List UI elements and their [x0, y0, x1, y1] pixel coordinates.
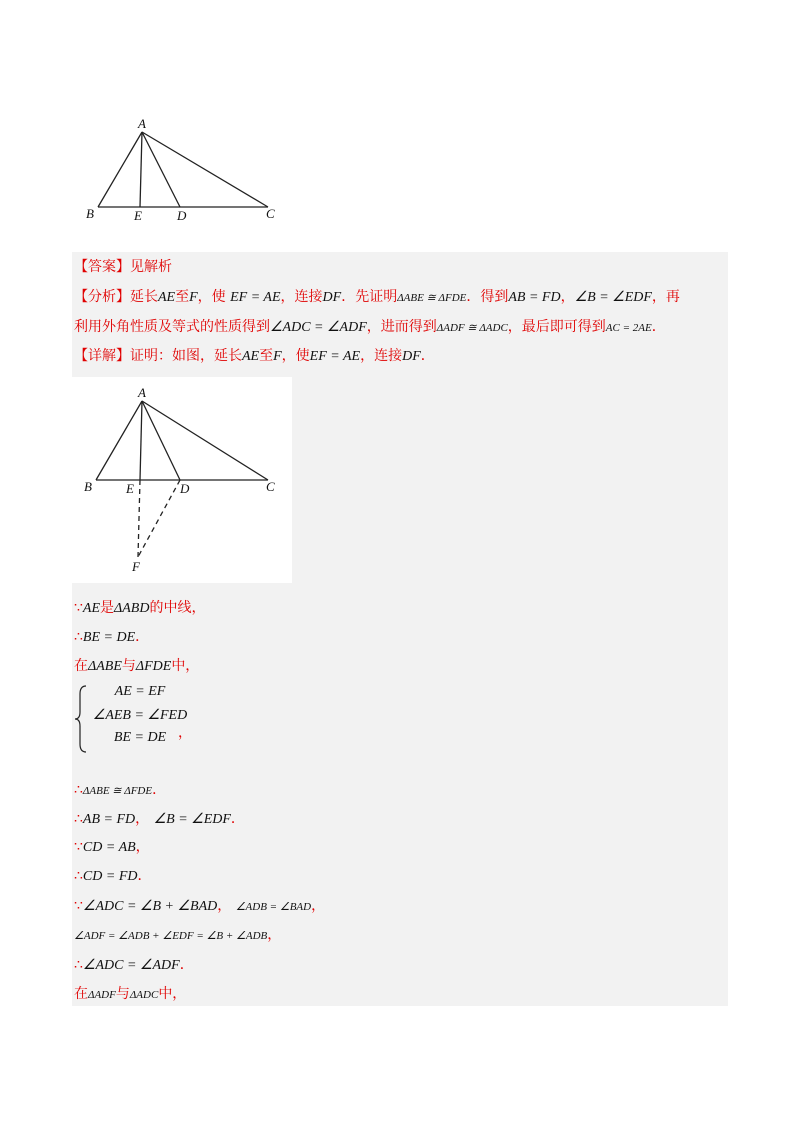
label-D: D: [177, 208, 187, 223]
text: ．得到: [466, 289, 509, 305]
proof-line-11: [74, 984, 186, 1005]
text: ，最后即可得到: [507, 319, 606, 335]
text: 在: [74, 986, 88, 1002]
text: ．: [135, 629, 150, 645]
text: 至: [175, 289, 190, 305]
label-C: C: [266, 206, 275, 221]
text: 的中线，: [149, 600, 206, 616]
text: ．先证明: [341, 289, 398, 305]
proof-line-6: [74, 837, 150, 858]
segment-AE: [140, 132, 142, 207]
text: ，进而得到: [366, 319, 437, 335]
math: AE: [82, 601, 101, 616]
math: AE: [158, 290, 176, 305]
text: ．: [179, 957, 194, 973]
text: ，使: [197, 289, 226, 305]
math: ΔADC: [129, 989, 159, 1001]
detail-line: [74, 346, 435, 367]
math: ΔABE ≅ ΔFDE: [82, 785, 153, 797]
label-A: A: [138, 116, 146, 131]
system-row-1: AE = EF: [114, 684, 166, 699]
text: 与: [121, 658, 136, 674]
proof-line-2: [74, 627, 149, 648]
math: ΔFDE: [135, 659, 172, 674]
text: ．: [230, 811, 245, 827]
system-comma: ，: [178, 725, 192, 741]
text: ，连接: [360, 348, 403, 364]
math: ΔABE ≅ ΔFDE: [397, 292, 467, 304]
text: ．: [152, 782, 167, 798]
math: AE: [242, 349, 260, 364]
because-symbol: ∵: [74, 839, 83, 855]
text: ，: [267, 927, 282, 943]
math: AB = FD: [508, 290, 561, 305]
because-symbol: ∵: [74, 600, 83, 616]
math: ΔADF ≅ ΔADC: [436, 322, 508, 334]
segment-AE: [140, 401, 142, 480]
segment-AB: [98, 132, 142, 207]
segment-DF: [138, 480, 180, 557]
detail-tag: 【详解】: [74, 348, 130, 364]
system-row-2: ∠AEB = ∠FED: [92, 708, 188, 723]
math: ∠B = ∠EDF: [574, 290, 652, 305]
text: 中，: [171, 658, 200, 674]
proof-line-9: [74, 925, 281, 946]
text: ，: [560, 289, 575, 305]
math: ∠B = ∠EDF: [153, 812, 231, 827]
segment-EF: [138, 480, 140, 557]
proof-line-7: [74, 866, 151, 887]
label-B: B: [84, 479, 92, 494]
math: DF: [322, 290, 342, 305]
equation-system: [74, 684, 214, 754]
label-F: F: [132, 559, 140, 574]
label-E: E: [134, 208, 142, 223]
text: 在: [74, 658, 88, 674]
math: CD = AB: [82, 840, 136, 855]
answer-tag: 【答案】: [74, 259, 130, 275]
math: ∠ADB = ∠BAD: [235, 901, 312, 913]
therefore-symbol: ∴: [74, 957, 83, 973]
text: ，: [217, 898, 232, 914]
text: ，: [135, 839, 150, 855]
text: 延长: [130, 289, 158, 305]
text: ，再: [651, 289, 680, 305]
label-A: A: [138, 385, 146, 400]
label-E: E: [126, 481, 134, 496]
therefore-symbol: ∴: [74, 811, 83, 827]
text: 是: [100, 600, 115, 616]
text: 至: [259, 348, 274, 364]
triangle-figure-2: [72, 377, 292, 583]
analysis-tag: 【分析】: [74, 289, 130, 305]
text: ，连接: [280, 289, 323, 305]
label-C: C: [266, 479, 275, 494]
text: 证明：如图，延长: [130, 348, 242, 364]
math: ΔABD: [114, 601, 150, 616]
label-D: D: [180, 481, 190, 496]
proof-line-3: [74, 656, 199, 677]
text: ，使: [281, 348, 310, 364]
proof-line-10: [74, 955, 194, 976]
proof-line-4: [74, 780, 166, 801]
math: ΔADF: [88, 989, 116, 1001]
math: F: [189, 290, 198, 305]
math: BE = DE: [82, 630, 136, 645]
left-brace-icon: [74, 684, 88, 754]
math: F: [273, 349, 282, 364]
math: EF = AE: [230, 290, 281, 305]
therefore-symbol: ∴: [74, 782, 83, 798]
proof-line-8: [74, 896, 325, 917]
proof-line-1: [74, 598, 205, 619]
math: AC = 2AE: [605, 322, 652, 334]
answer-line: [74, 257, 172, 277]
math: ΔABE: [88, 659, 122, 674]
math: ∠ADC = ∠B + ∠BAD: [82, 899, 218, 914]
math: ∠ADF = ∠ADB + ∠EDF = ∠B + ∠ADB: [74, 930, 268, 942]
math: DF: [402, 349, 421, 364]
text: ，: [311, 898, 326, 914]
label-B: B: [86, 206, 94, 221]
text: 中，: [158, 986, 187, 1002]
math: EF = AE: [309, 349, 361, 364]
because-symbol: ∵: [74, 898, 83, 914]
math: CD = FD: [82, 869, 138, 884]
text: ．: [137, 868, 152, 884]
system-row-3: BE = DE: [113, 730, 167, 745]
figure-2-panel: [72, 377, 292, 583]
math: ∠ADC = ∠ADF: [270, 320, 367, 335]
math: AB = FD: [82, 812, 136, 827]
therefore-symbol: ∴: [74, 868, 83, 884]
text: 与: [115, 986, 130, 1002]
segment-AB: [96, 401, 142, 480]
proof-line-5: [74, 809, 245, 830]
analysis-line-2: [74, 317, 666, 338]
text: ．: [651, 319, 666, 335]
therefore-symbol: ∴: [74, 629, 83, 645]
text: ，: [135, 811, 150, 827]
text: ．: [420, 348, 435, 364]
analysis-line-1: [74, 287, 680, 308]
text: 利用外角性质及等式的性质得到: [74, 319, 270, 335]
triangle-figure-1: [80, 112, 290, 230]
answer-text: 见解析: [130, 259, 172, 275]
math: ∠ADC = ∠ADF: [82, 958, 180, 973]
